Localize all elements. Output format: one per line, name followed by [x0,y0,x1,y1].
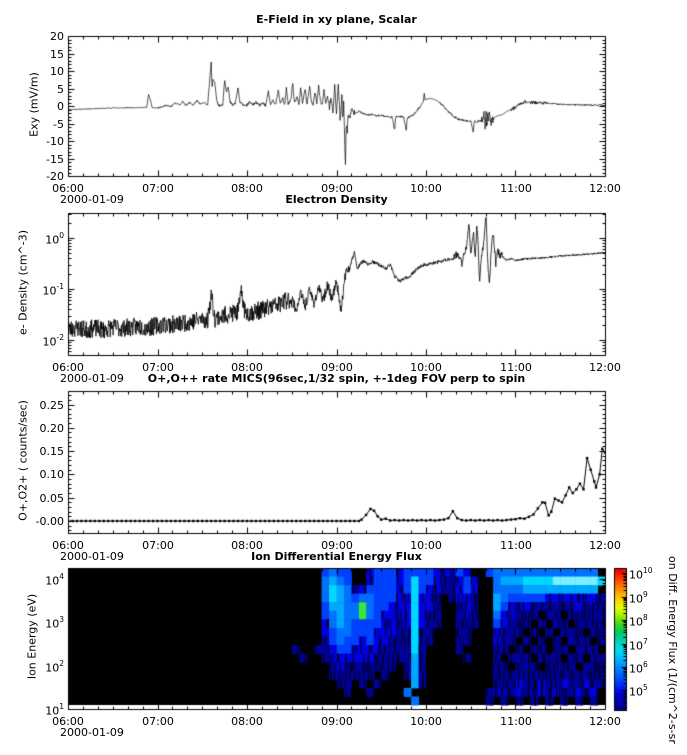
x-tick-label: 06:00 [52,715,84,728]
y-tick-label: $10^1$ [45,702,64,718]
x-tick-label: 08:00 [231,715,263,728]
y-tick-label: -5 [53,118,64,131]
panel2-title: Electron Density [285,193,388,206]
x-tick-label: 11:00 [500,715,532,728]
x-tick-label: 07:00 [142,715,174,728]
x-tick-label: 09:00 [321,361,353,374]
panel3-ylabel: O+,O2+ ( counts/sec) [16,400,30,521]
colorbar-label: on Diff. Energy Flux (1/(cm^2-s-sr [666,556,679,744]
y-tick-label: 0 [57,100,64,113]
colorbar-tick-label: $10^5$ [629,683,648,699]
colorbar-tick-label: $10^6$ [629,660,648,676]
y-tick-label: 5 [57,83,64,96]
panel2-ylabel: e- Density (cm^-3) [16,229,30,336]
x-tick-label: 08:00 [231,361,263,374]
y-tick-label: 15 [50,48,64,61]
x-tick-label: 11:00 [500,182,532,195]
colorbar-tick-label: $10^8$ [629,613,648,629]
colorbar-tick-label: $10^{10}$ [629,566,653,582]
y-tick-label: $10^{-2}$ [42,333,64,349]
x-tick-label: 07:00 [142,539,174,552]
x-tick-label: 10:00 [410,539,442,552]
x-tick-label: 12:00 [589,361,621,374]
y-tick-label: 0.05 [39,492,64,505]
y-tick-label: 0.20 [39,422,64,435]
x-tick-label: 08:00 [231,539,263,552]
y-tick-label: $10^2$ [45,659,64,675]
y-tick-label: -10 [46,135,64,148]
y-tick-label: $10^3$ [45,615,64,631]
x-tick-label: 08:00 [231,182,263,195]
y-tick-label: $10^{-1}$ [42,282,64,298]
colorbar-tick-label: $10^9$ [629,590,648,606]
x-tick-label: 12:00 [589,182,621,195]
x-tick-label: 09:00 [321,715,353,728]
y-tick-label: 0.25 [39,399,64,412]
x-tick-label: 06:00 [52,361,84,374]
panel4-title: Ion Differential Energy Flux [251,550,422,563]
y-tick-label: $10^4$ [45,572,64,588]
x-tick-label: 09:00 [321,182,353,195]
panel1-ylabel: Exy (mV/m) [27,72,41,137]
y-tick-label: 0.15 [39,445,64,458]
x-tick-label: 10:00 [410,715,442,728]
y-tick-label: 10 [50,65,64,78]
colorbar-tick-label: $10^7$ [629,637,648,653]
y-tick-label: $10^0$ [45,231,64,247]
y-tick-label: -15 [46,153,64,166]
x-tick-label: 10:00 [410,361,442,374]
x-tick-label: 12:00 [589,539,621,552]
x-tick-label: 06:00 [52,539,84,552]
date-label-1: 2000-01-09 [60,193,124,206]
panel1-title: E-Field in xy plane, Scalar [256,13,417,26]
y-tick-label: -0.00 [35,515,64,528]
x-tick-label: 12:00 [589,715,621,728]
date-label-3: 2000-01-09 [60,550,124,563]
y-tick-label: 20 [50,30,64,43]
x-tick-label: 07:00 [142,361,174,374]
x-tick-label: 06:00 [52,182,84,195]
x-tick-label: 09:00 [321,539,353,552]
date-label-4: 2000-01-09 [60,726,124,739]
y-tick-label: 0.10 [39,468,64,481]
panel4-ylabel: Ion Energy (eV) [25,593,39,680]
x-tick-label: 11:00 [500,539,532,552]
date-label-2: 2000-01-09 [60,372,124,385]
y-tick-label: -20 [46,170,64,183]
panel3-title: O+,O++ rate MICS(96sec,1/32 spin, +-1deg FOV perp to spin [147,372,526,385]
x-tick-label: 10:00 [410,182,442,195]
x-tick-label: 07:00 [142,182,174,195]
x-tick-label: 11:00 [500,361,532,374]
